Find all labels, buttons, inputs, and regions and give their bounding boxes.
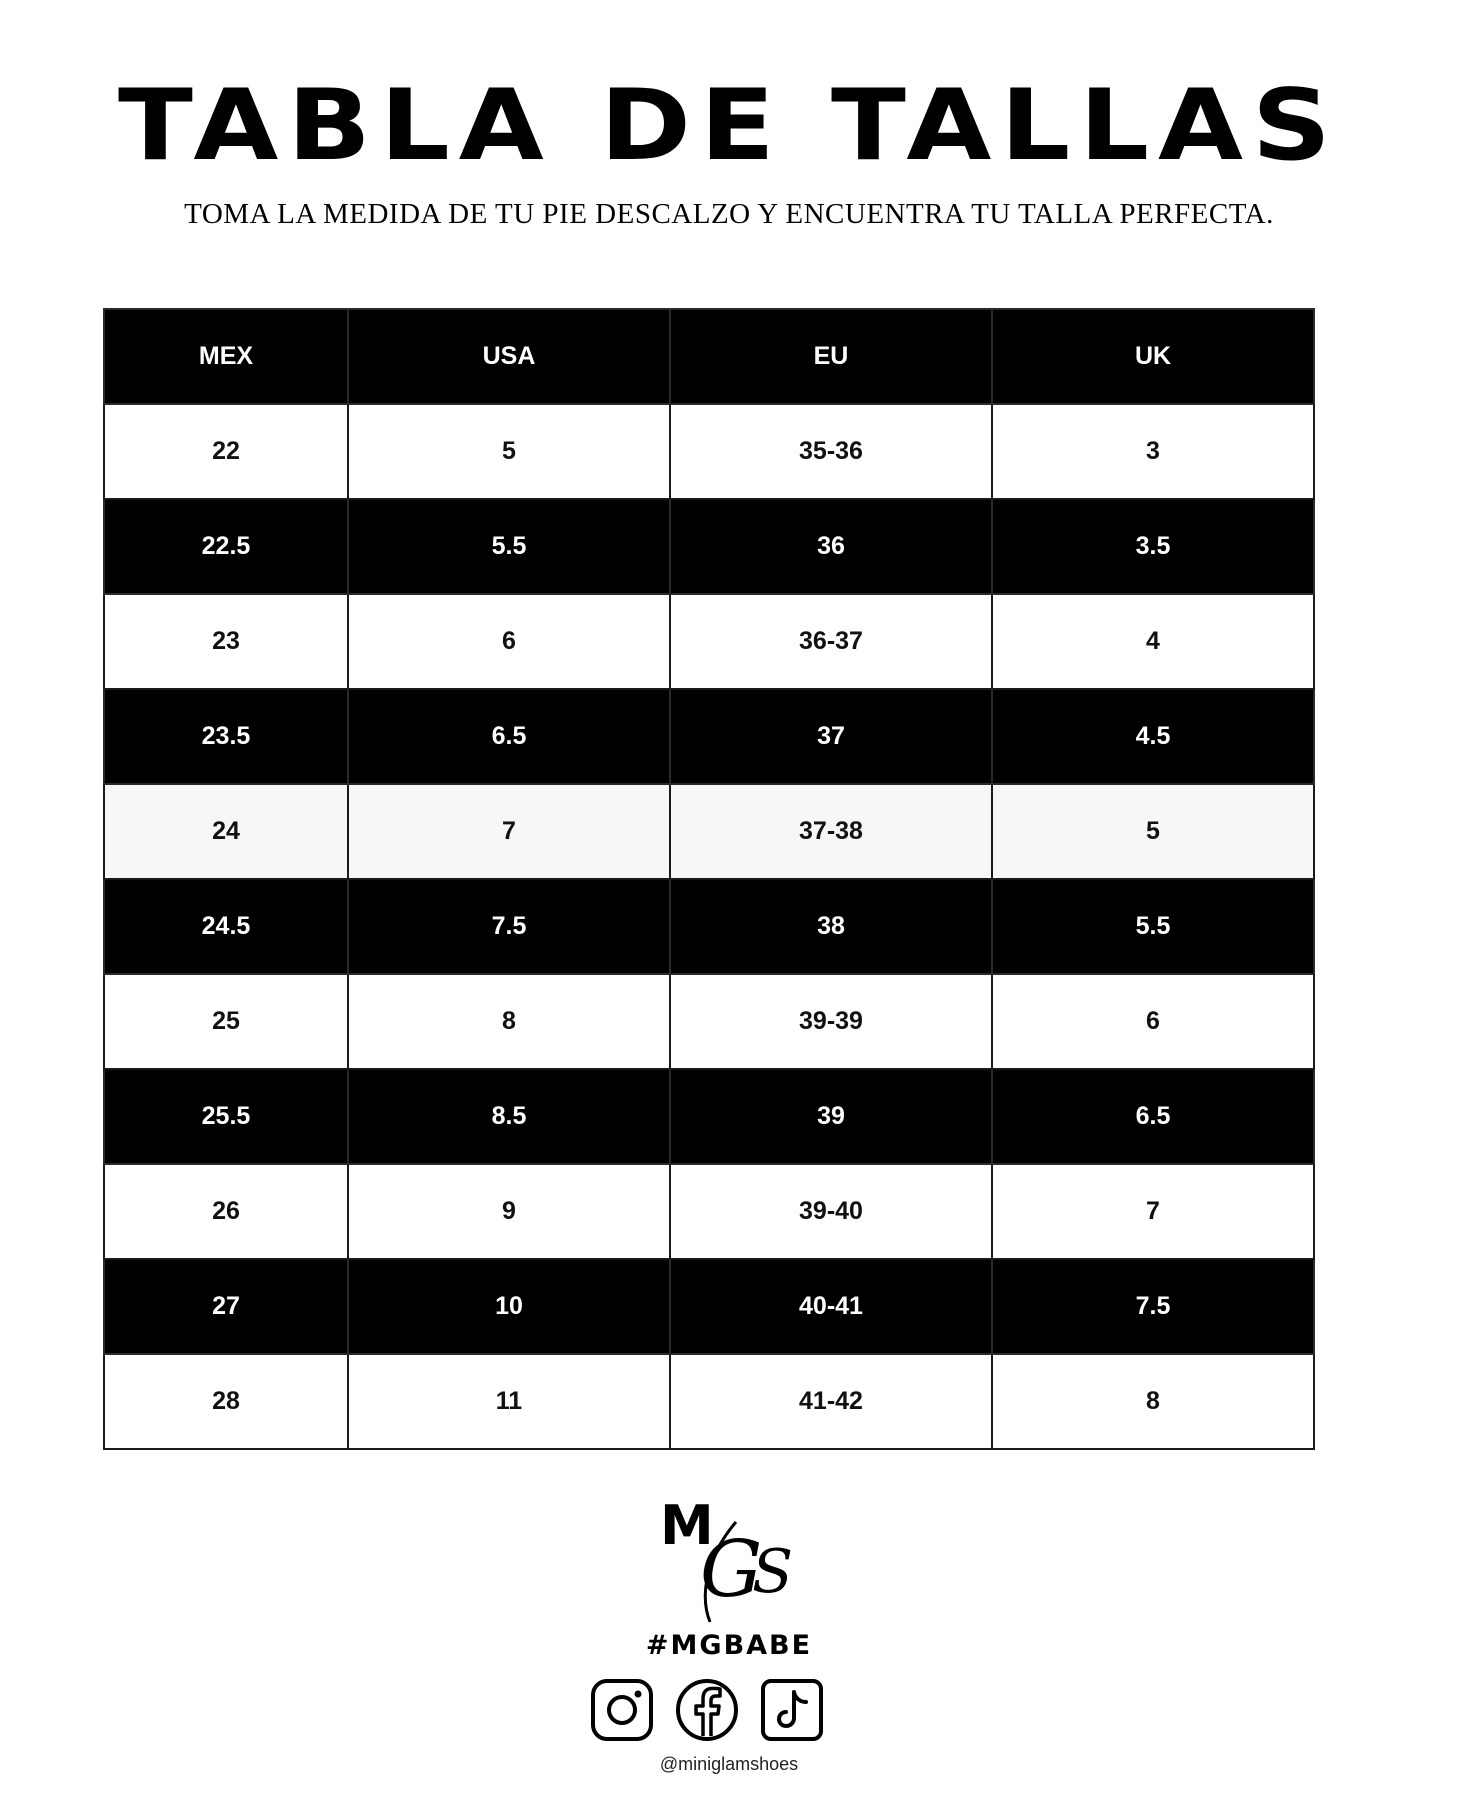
table-cell: 38 — [670, 879, 992, 974]
table-row — [104, 974, 1314, 1069]
table-cell: 39-39 — [670, 974, 992, 1069]
table-header-row — [104, 309, 1314, 404]
table-cell: 36 — [670, 499, 992, 594]
table-cell: 7 — [992, 1164, 1314, 1259]
svg-text:S: S — [752, 1537, 794, 1607]
table-cell: 26 — [104, 1164, 348, 1259]
table-row — [104, 1354, 1314, 1449]
svg-text:G: G — [700, 1525, 763, 1615]
table-cell: 6 — [992, 974, 1314, 1069]
table-cell: 7.5 — [992, 1259, 1314, 1354]
social-icons — [590, 1678, 830, 1744]
size-chart-table — [103, 308, 1315, 1450]
table-cell: 7.5 — [348, 879, 670, 974]
table-cell: 23 — [104, 594, 348, 689]
table-cell: 11 — [348, 1354, 670, 1449]
table-cell: 5 — [348, 404, 670, 499]
table-cell: 22 — [104, 404, 348, 499]
table-row — [104, 689, 1314, 784]
page-title: TABLA DE TALLAS — [118, 69, 1340, 183]
table-cell: 23.5 — [104, 689, 348, 784]
table-row — [104, 784, 1314, 879]
column-header-mex: MEX — [104, 309, 348, 404]
table-cell: 4 — [992, 594, 1314, 689]
table-cell: 35-36 — [670, 404, 992, 499]
table-row — [104, 1164, 1314, 1259]
table-cell: 28 — [104, 1354, 348, 1449]
table-cell: 27 — [104, 1259, 348, 1354]
table-row — [104, 1069, 1314, 1164]
table-cell: 39-40 — [670, 1164, 992, 1259]
table-cell: 8.5 — [348, 1069, 670, 1164]
tiktok-icon[interactable] — [760, 1678, 824, 1742]
table-cell: 6.5 — [348, 689, 670, 784]
table-cell: 4.5 — [992, 689, 1314, 784]
column-header-usa: USA — [348, 309, 670, 404]
column-header-uk: UK — [992, 309, 1314, 404]
mgs-logo — [640, 1492, 820, 1632]
social-handle[interactable]: @miniglamshoes — [659, 1754, 799, 1774]
svg-text:M: M — [660, 1494, 714, 1557]
table-cell: 3 — [992, 404, 1314, 499]
table-cell: 5.5 — [348, 499, 670, 594]
facebook-icon[interactable] — [675, 1678, 739, 1742]
table-row — [104, 594, 1314, 689]
table-cell: 40-41 — [670, 1259, 992, 1354]
table-cell: 5 — [992, 784, 1314, 879]
table-cell: 37 — [670, 689, 992, 784]
brand-hashtag: #MGBABE — [645, 1630, 813, 1661]
table-cell: 3.5 — [992, 499, 1314, 594]
table-cell: 25 — [104, 974, 348, 1069]
table-row — [104, 1259, 1314, 1354]
column-header-eu: EU — [670, 309, 992, 404]
table-row — [104, 404, 1314, 499]
table-cell: 9 — [348, 1164, 670, 1259]
table-cell: 25.5 — [104, 1069, 348, 1164]
table-cell: 22.5 — [104, 499, 348, 594]
table-cell: 7 — [348, 784, 670, 879]
table-cell: 24.5 — [104, 879, 348, 974]
table-cell: 24 — [104, 784, 348, 879]
table-cell: 36-37 — [670, 594, 992, 689]
table-cell: 39 — [670, 1069, 992, 1164]
table-row — [104, 879, 1314, 974]
instagram-icon[interactable] — [590, 1678, 654, 1742]
table-cell: 8 — [348, 974, 670, 1069]
table-cell: 37-38 — [670, 784, 992, 879]
table-cell: 6 — [348, 594, 670, 689]
table-cell: 8 — [992, 1354, 1314, 1449]
table-row — [104, 499, 1314, 594]
table-cell: 5.5 — [992, 879, 1314, 974]
page-subtitle: TOMA LA MEDIDA DE TU PIE DESCALZO Y ENCUENTRA TU TALLA PERFECTA. — [184, 198, 1274, 230]
table-cell: 41-42 — [670, 1354, 992, 1449]
table-cell: 6.5 — [992, 1069, 1314, 1164]
table-cell: 10 — [348, 1259, 670, 1354]
